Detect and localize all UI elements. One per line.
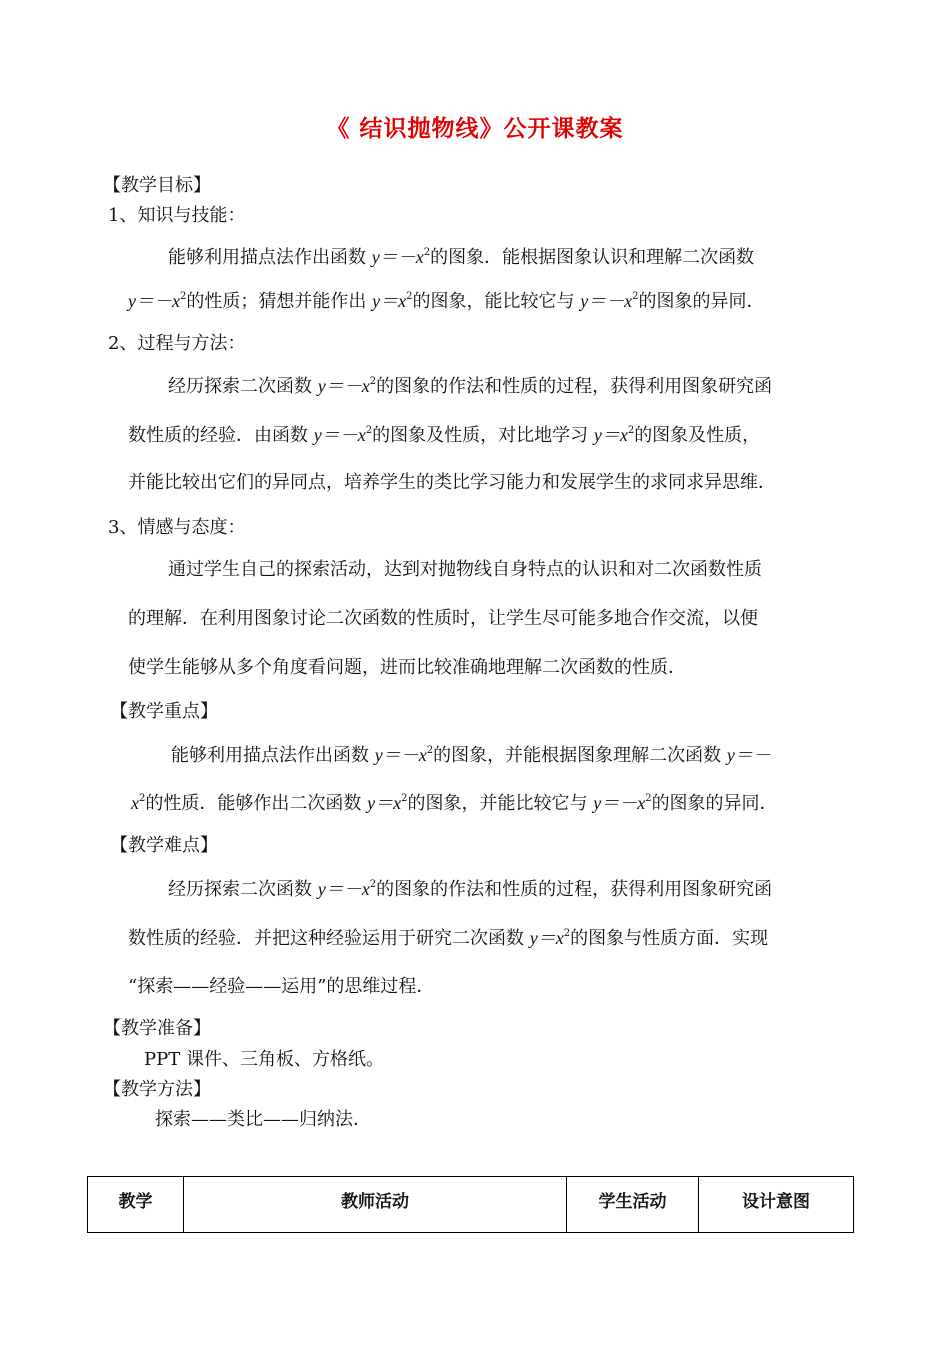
table-header-cell: 学生活动 <box>567 1177 699 1233</box>
objective-2-heading: 2、过程与方法： <box>108 333 246 354</box>
section-heading-objectives: 【教学目标】 <box>103 175 211 196</box>
objective-2-line-1: 经历探索二次函数 $y=-x^2$的图象的作法和性质的过程，获得利用图象研究函 <box>168 376 773 397</box>
objective-2-line-2: 数性质的经验．由函数 $y=-x^2$的图象及性质，对比地学习 $y=x^2$的图象及性质， <box>128 425 761 446</box>
table-header-cell: 教师活动 <box>184 1177 567 1233</box>
lesson-plan-table <box>87 1176 854 1233</box>
objective-3-heading: 3、情感与态度： <box>108 517 246 538</box>
table-header-cell: 教学 <box>88 1177 184 1233</box>
key-points-line-1: 能够利用描点法作出函数 $y=-x^2$的图象，并能根据图象理解二次函数 y＝－ <box>171 745 771 766</box>
section-heading-method: 【教学方法】 <box>103 1079 211 1100</box>
difficulties-line-2: 数性质的经验．并把这种经验运用于研究二次函数 $y=x^2$的图象与性质方面．实现 <box>128 928 769 949</box>
objective-3-line-2: 的理解．在利用图象讨论二次函数的性质时，让学生尽可能多地合作交流，以便 <box>128 608 758 629</box>
objective-2-line-3: 并能比较出它们的异同点，培养学生的类比学习能力和发展学生的求同求异思维． <box>128 472 776 493</box>
table-header-row <box>88 1177 854 1233</box>
method-text: 探索——类比——归纳法． <box>155 1109 371 1130</box>
document-title: 《 结识抛物线》公开课教案 <box>326 116 624 142</box>
objective-3-line-3: 使学生能够从多个角度看问题，进而比较准确地理解二次函数的性质． <box>128 657 686 678</box>
difficulties-line-3: “探索——经验——运用”的思维过程． <box>128 976 435 997</box>
preparation-text: PPT 课件、三角板、方格纸。 <box>144 1049 384 1070</box>
section-heading-key-points: 【教学重点】 <box>110 701 218 722</box>
objective-1-line-1: 能够利用描点法作出函数 $y=-x^2$的图象．能根据图象认识和理解二次函数 <box>168 247 755 268</box>
section-heading-preparation: 【教学准备】 <box>103 1018 211 1039</box>
table-header-cell: 设计意图 <box>699 1177 854 1233</box>
objective-1-heading: 1、知识与技能： <box>108 205 246 226</box>
section-heading-difficulties: 【教学难点】 <box>110 835 218 856</box>
key-points-line-2: $x^2$的性质．能够作出二次函数 $y=x^2$的图象，并能比较它与 $y=-x^2$的图象的异同． <box>131 793 778 814</box>
objective-3-line-1: 通过学生自己的探索活动，达到对抛物线自身特点的认识和对二次函数性质 <box>168 559 762 580</box>
difficulties-line-1: 经历探索二次函数 $y=-x^2$的图象的作法和性质的过程，获得利用图象研究函 <box>168 879 773 900</box>
objective-1-line-2: $y=-x^2$的性质；猜想并能作出 $y=x^2$的图象，能比较它与 $y=-x^2$的图象的异同． <box>128 291 765 312</box>
